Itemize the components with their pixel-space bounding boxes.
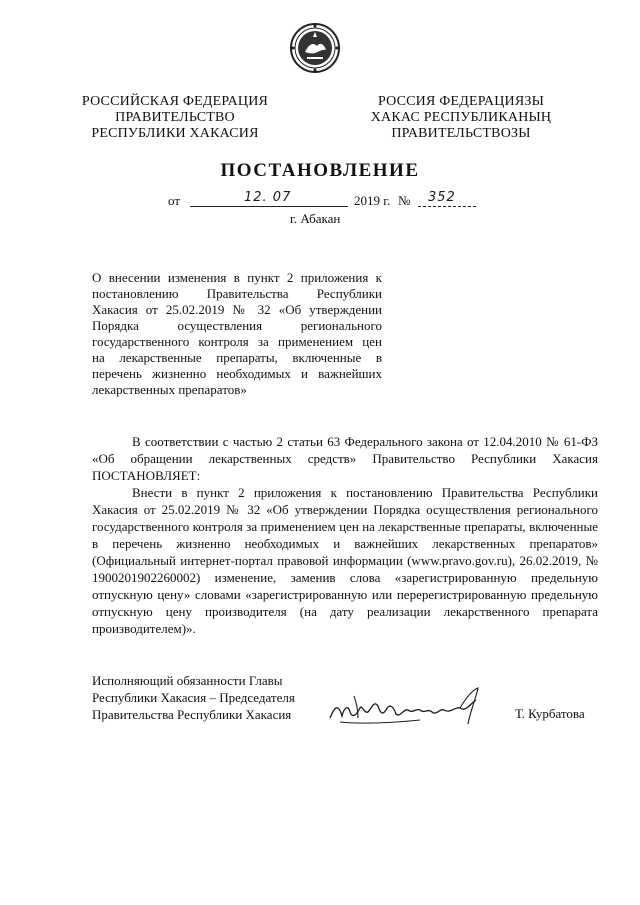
header-left	[70, 94, 280, 142]
signatory-position	[92, 672, 332, 723]
subject-line: О внесении изменения в пункт 2 приложения к	[92, 270, 382, 285]
position-line: Республики Хакасия – Председателя	[92, 690, 295, 705]
date-underline	[190, 206, 348, 207]
number-prefix: №	[398, 193, 411, 208]
subject-line: на лекарственные препараты, включенные в	[92, 350, 382, 365]
subject-line: постановлению Правительства Республики	[92, 286, 382, 301]
header-right	[356, 94, 566, 142]
header-right-line: РОССИЯ ФЕДЕРАЦИЯЗЫ	[377, 94, 545, 109]
header-right-line: ХАКАС РЕСПУБЛИКАНЫҢ	[370, 110, 552, 125]
year-text: 2019 г.	[354, 193, 391, 208]
document-body	[92, 433, 598, 637]
header-left-line: ПРАВИТЕЛЬСТВО	[115, 110, 235, 125]
subject-line: государственного контроля за применением цен	[92, 334, 382, 349]
header-left-line: РЕСПУБЛИКИ ХАКАСИЯ	[91, 126, 259, 141]
handwritten-date: 12. 07	[244, 190, 292, 205]
header-left-line: РОССИЙСКАЯ ФЕДЕРАЦИЯ	[81, 94, 269, 109]
date-line	[156, 191, 486, 211]
position-line: Исполняющий обязанности Главы	[92, 673, 283, 688]
body-paragraph: Внести в пункт 2 приложения к постановлению Правительства Республики Хакасия от 25.02.2019 № 32 «Об утверждении Порядка осуществления регионального государственного контроля за применением цен на лекарственные препараты, включенные в перечень жизненно необходимых и важнейших лекарственных препаратов» (Официальный интернет-портал правовой информации (www.pravo.gov.ru), 26.02.2019, № 1900201902260002) изменение, заменив слова «зарегистрированную предельную отпускную цену» словами «зарегистрированную или перерегистрированную предельную отпускную цену производителя (на дату реализации лекарственного препарата производителем)».	[92, 485, 598, 636]
coat-of-arms-emblem	[289, 22, 341, 74]
body-paragraph: В соответствии с частью 2 статьи 63 Федерального закона от 12.04.2010 № 61-ФЗ «Об обращении лекарственных средств» Правительство Республики Хакасия ПОСТАНОВЛЯЕТ:	[92, 434, 598, 483]
handwritten-signature	[320, 678, 490, 738]
city: г. Абакан	[290, 211, 341, 226]
subject-line: перечень жизненно необходимых и важнейших	[92, 366, 382, 381]
date-prefix: от	[168, 193, 181, 208]
subject-block	[92, 270, 382, 398]
position-line: Правительства Республики Хакасия	[92, 707, 292, 722]
document-title: ПОСТАНОВЛЕНИЕ	[220, 160, 420, 181]
subject-line: Хакасия от 25.02.2019 № 32 «Об утверждении	[92, 302, 382, 317]
signatory-name: Т. Курбатова	[515, 706, 585, 721]
handwritten-number: 352	[428, 190, 456, 205]
number-underline	[418, 206, 476, 207]
header-right-line: ПРАВИТЕЛЬСТВОЗЫ	[391, 126, 531, 141]
subject-line: лекарственных препаратов»	[92, 382, 247, 397]
subject-line: Порядка осуществления регионального	[92, 318, 382, 333]
